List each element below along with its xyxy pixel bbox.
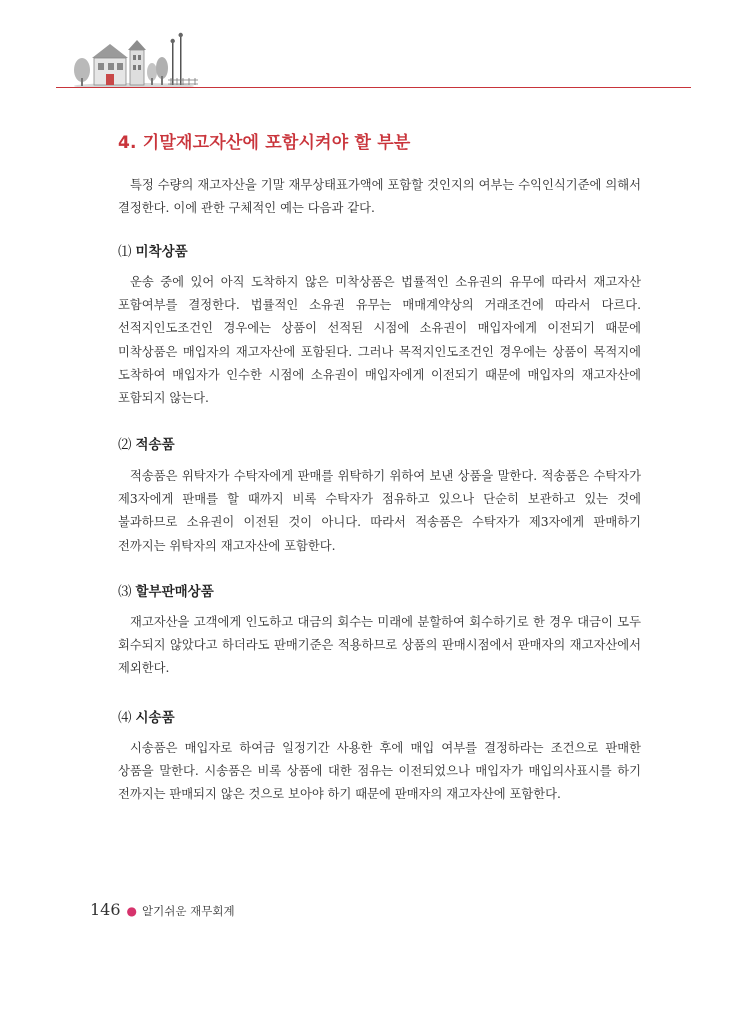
paragraph-consignment-goods: 적송품은 위탁자가 수탁자에게 판매를 위탁하기 위하여 보낸 상품을 말한다. 적송품은 수탁자가 제3자에게 판매를 할 때까지 비록 수탁자가 점유하고 있으나 단순히 보관하고 있는 것에 불과하므로 소유권이 이전된 것이 아니다. 따라서 적송품은 수탁자가 제3자에게 판매하기 전까지는 위탁자의 재고자산에 포함한다. <box>118 469 641 553</box>
paragraph-trial-goods: 시송품은 매입자로 하여금 일정기간 사용한 후에 매입 여부를 결정하라는 조건으로 판매한 상품을 말한다. 시송품은 비록 상품에 대한 점유는 이전되었으나 매입자가 매입의사표시를 하기 전까지는 판매되지 않은 것으로 보아야 하기 때문에 판매자의 재고자산에 포함한다. <box>118 741 641 802</box>
page-footer <box>90 900 235 919</box>
subheading-label: 적송품 <box>135 437 175 453</box>
intro-paragraph: 특정 수량의 재고자산을 기말 재무상태표가액에 포함할 것인지의 여부는 수익인식기준에 의해서 결정한다. 이에 관한 구체적인 예는 다음과 같다. <box>118 178 641 216</box>
subheading-label: 할부판매상품 <box>135 584 214 600</box>
book-title: 알기쉬운 재무회계 <box>142 904 235 918</box>
header-building-illustration <box>72 28 202 88</box>
subheading-label: 미착상품 <box>135 244 188 260</box>
header-divider <box>56 87 691 88</box>
paragraph-installment-sales: 재고자산을 고객에게 인도하고 대금의 회수는 미래에 분할하여 회수하기로 한 경우 대금이 모두 회수되지 않았다고 하더라도 판매기준은 적용하므로 상품의 판매시점에서 판매자의 재고자산에서 제외한다. <box>118 615 641 676</box>
section-title: 4. 기말재고자산에 포함시켜야 할 부분 <box>118 133 411 153</box>
subheading-number: ⑷ <box>118 710 132 726</box>
bullet-dot-icon: ● <box>126 904 138 918</box>
subheading-number: ⑶ <box>118 584 132 600</box>
subheading-trial-goods <box>118 706 175 726</box>
subheading-consignment-goods <box>118 433 175 453</box>
subheading-number: ⑴ <box>118 244 132 260</box>
page-number: 146 <box>90 900 121 919</box>
subheading-installment-sales <box>118 580 214 600</box>
subheading-label: 시송품 <box>135 710 175 726</box>
paragraph-in-transit-goods: 운송 중에 있어 아직 도착하지 않은 미착상품은 법률적인 소유권의 유무에 따라서 재고자산 포함여부를 결정한다. 법률적인 소유권 유무는 매매계약상의 거래조건에 따라서 다르다. 선적지인도조건인 경우에는 상품이 선적된 시점에 소유권이 매입자에게 이전되기 때문에 미착상품은 매입자의 재고자산에 포함된다. 그러나 목적지인도조건인 경우에는 상품이 목적지에 도착하여 매입자가 인수한 시점에 소유권이 매입자에게 이전되기 때문에 매입자의 재고자산에 포함되지 않는다. <box>118 275 641 406</box>
subheading-in-transit-goods <box>118 240 188 260</box>
subheading-number: ⑵ <box>118 437 132 453</box>
